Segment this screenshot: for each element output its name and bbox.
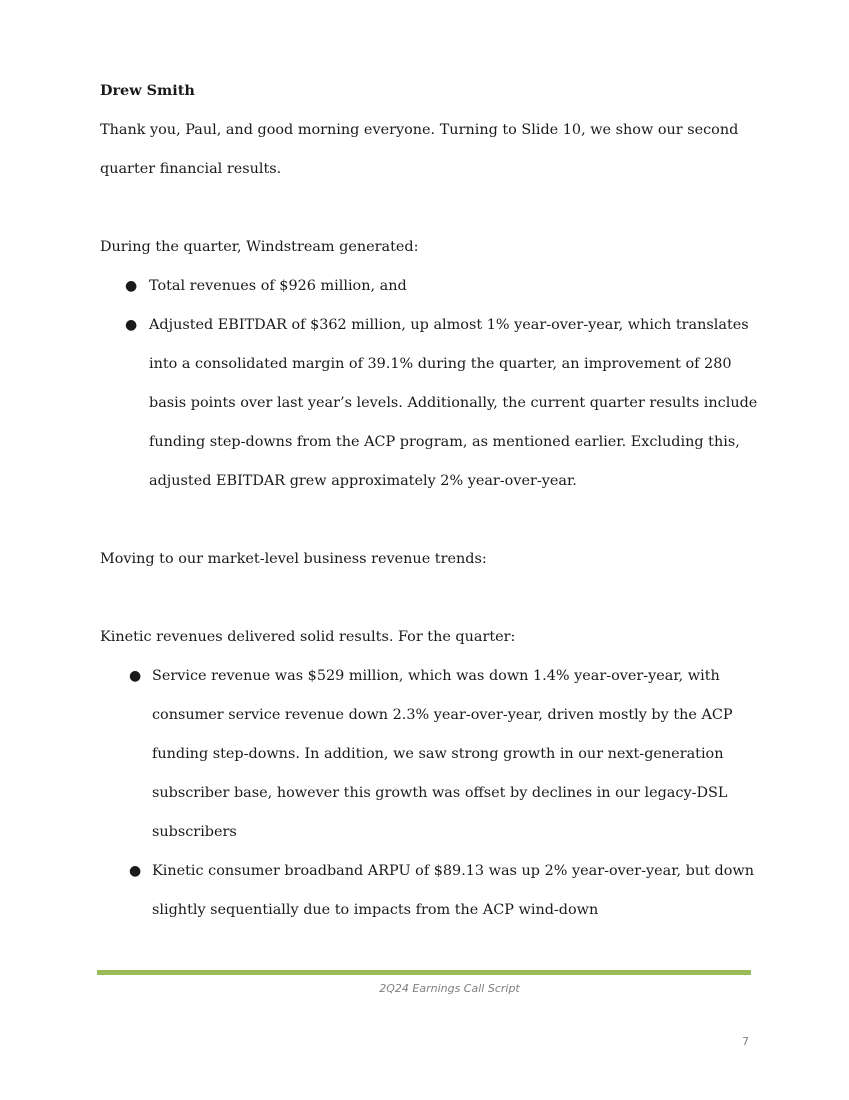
- bullet-line: Total revenues of $926 million, and: [149, 278, 407, 294]
- bullet-icon: ●: [125, 278, 138, 294]
- spacer: [100, 195, 760, 234]
- bullet-line: slightly sequentially due to impacts from the ACP wind-down: [152, 902, 599, 918]
- footer-rule: [97, 970, 751, 975]
- bullet-line: funding step-downs. In addition, we saw strong growth in our next-generation: [152, 746, 724, 762]
- kinetic-heading: Kinetic revenues delivered solid results. For the quarter:: [100, 629, 516, 645]
- footer-title: 2Q24 Earnings Call Script: [379, 982, 520, 995]
- speaker-name: Drew Smith: [100, 82, 195, 99]
- bullet-icon: ●: [129, 668, 142, 684]
- bullet-line: Kinetic consumer broadband ARPU of $89.13 was up 2% year-over-year, but down: [152, 863, 754, 879]
- spacer: [100, 585, 760, 624]
- list-item: [100, 663, 760, 858]
- page-number: 7: [742, 1035, 749, 1048]
- spacer: [100, 507, 760, 546]
- market-heading: Moving to our market-level business revenue trends:: [100, 551, 487, 567]
- list-item: [100, 273, 760, 312]
- list-item: [100, 858, 760, 936]
- bullet-icon: ●: [125, 317, 138, 333]
- bullet-line: into a consolidated margin of 39.1% during the quarter, an improvement of 280: [149, 356, 732, 372]
- bullet-line: adjusted EBITDAR grew approximately 2% year-over-year.: [149, 473, 577, 489]
- bullet-line: Adjusted EBITDAR of $362 million, up almost 1% year-over-year, which translates: [149, 317, 749, 333]
- quarter-heading: During the quarter, Windstream generated:: [100, 239, 419, 255]
- bullet-line: subscribers: [152, 824, 237, 840]
- intro-line-2: quarter financial results.: [100, 161, 282, 177]
- document-body: [100, 78, 760, 936]
- intro-line-1: Thank you, Paul, and good morning everyone. Turning to Slide 10, we show our second: [100, 122, 739, 138]
- quarter-bullet-list: [100, 273, 760, 507]
- bullet-icon: ●: [129, 863, 142, 879]
- bullet-line: funding step-downs from the ACP program, as mentioned earlier. Excluding this,: [149, 434, 740, 450]
- bullet-line: consumer service revenue down 2.3% year-over-year, driven mostly by the ACP: [152, 707, 733, 723]
- kinetic-bullet-list: [100, 663, 760, 936]
- bullet-line: subscriber base, however this growth was offset by declines in our legacy-DSL: [152, 785, 728, 801]
- bullet-line: Service revenue was $529 million, which was down 1.4% year-over-year, with: [152, 668, 720, 684]
- bullet-line: basis points over last year’s levels. Additionally, the current quarter results include: [149, 395, 758, 411]
- list-item: [100, 312, 760, 507]
